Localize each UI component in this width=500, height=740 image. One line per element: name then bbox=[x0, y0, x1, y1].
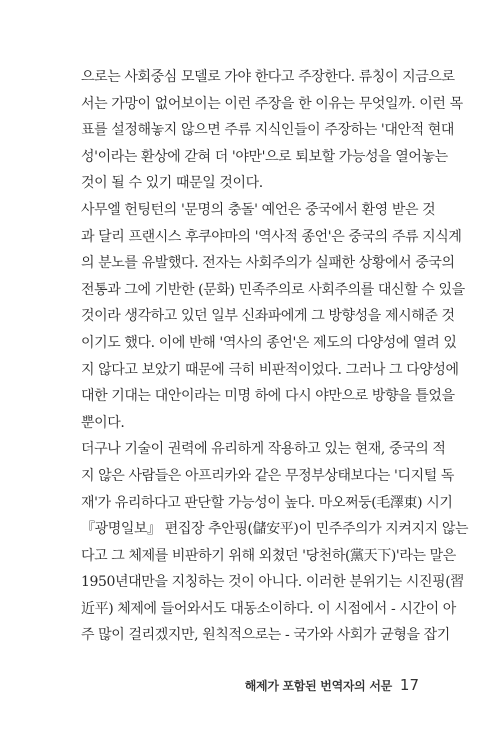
text-line: 近平) 체제에 들어와서도 대동소이하다. 이 시점에서 - 시간이 아 bbox=[81, 600, 456, 617]
text-line: 으로는 사회중심 모델로 가야 한다고 주장한다. 류칭이 지금으로 bbox=[81, 69, 455, 85]
body-text bbox=[81, 64, 469, 649]
text-line: 이기도 했다. 이에 반해 '역사의 종언'은 제도의 다양성에 열려 있 bbox=[81, 334, 457, 351]
page-number: 17 bbox=[399, 676, 419, 694]
text-line: 지 않다고 보았기 때문에 극히 비판적이었다. 그러나 그 다양성에 bbox=[81, 361, 459, 378]
text-line: 주 많이 걸리겠지만, 원칙적으로는 - 국가와 사회가 균형을 잡기 bbox=[81, 627, 450, 644]
text-line: 지 않은 사람들은 아프리카와 같은 무정부상태보다는 '디지털 독 bbox=[81, 467, 455, 484]
text-line: 재'가 유리하다고 판단할 가능성이 높다. 마오쩌둥(毛澤東) 시기 bbox=[81, 494, 453, 511]
text-line: 표를 설정해놓지 않으면 주류 지식인들이 주장하는 '대안적 현대 bbox=[81, 122, 455, 139]
text-line: 성'이라는 환상에 갇혀 더 '야만'으로 퇴보할 가능성을 열어놓는 bbox=[81, 148, 448, 165]
text-line: 『광명일보』 편집장 추안핑(儲安平)이 민주주의가 지켜지지 않는 bbox=[81, 521, 469, 538]
text-line: 더구나 기술이 권력에 유리하게 작용하고 있는 현재, 중국의 적 bbox=[81, 441, 446, 458]
text-line: 1950년대만을 지칭하는 것이 아니다. 이러한 분위기는 시진핑(習 bbox=[81, 574, 464, 591]
text-line: 사무엘 헌팅턴의 '문명의 충돌' 예언은 중국에서 환영 받은 것 bbox=[81, 201, 436, 218]
text-line: 다고 그 체제를 비판하기 위해 외쳤던 '당천하(黨天下)'라는 말은 bbox=[81, 547, 456, 564]
text-line: 것이라 생각하고 있던 일부 신좌파에게 그 방향성을 제시해준 것 bbox=[81, 308, 455, 325]
text-line: 전통과 그에 기반한 (문화) 민족주의로 사회주의를 대신할 수 있을 bbox=[81, 281, 465, 298]
text-line: 대한 기대는 대안이라는 미명 하에 다시 야만으로 방향을 틀었을 bbox=[81, 388, 455, 405]
text-line: 뿐이다. bbox=[81, 414, 125, 431]
text-line: 것이 될 수 있기 때문일 것이다. bbox=[81, 175, 263, 192]
running-footer-title: 해제가 포함된 번역자의 서문 bbox=[244, 679, 392, 693]
page-footer bbox=[245, 676, 419, 696]
text-line: 서는 가망이 없어보이는 이런 주장을 한 이유는 무엇일까. 이런 목 bbox=[81, 95, 463, 112]
text-line: 의 분노를 유발했다. 전자는 사회주의가 실패한 상황에서 중국의 bbox=[81, 255, 455, 272]
text-line: 과 달리 프랜시스 후쿠야마의 '역사적 종언'은 중국의 주류 지식계 bbox=[81, 228, 462, 245]
